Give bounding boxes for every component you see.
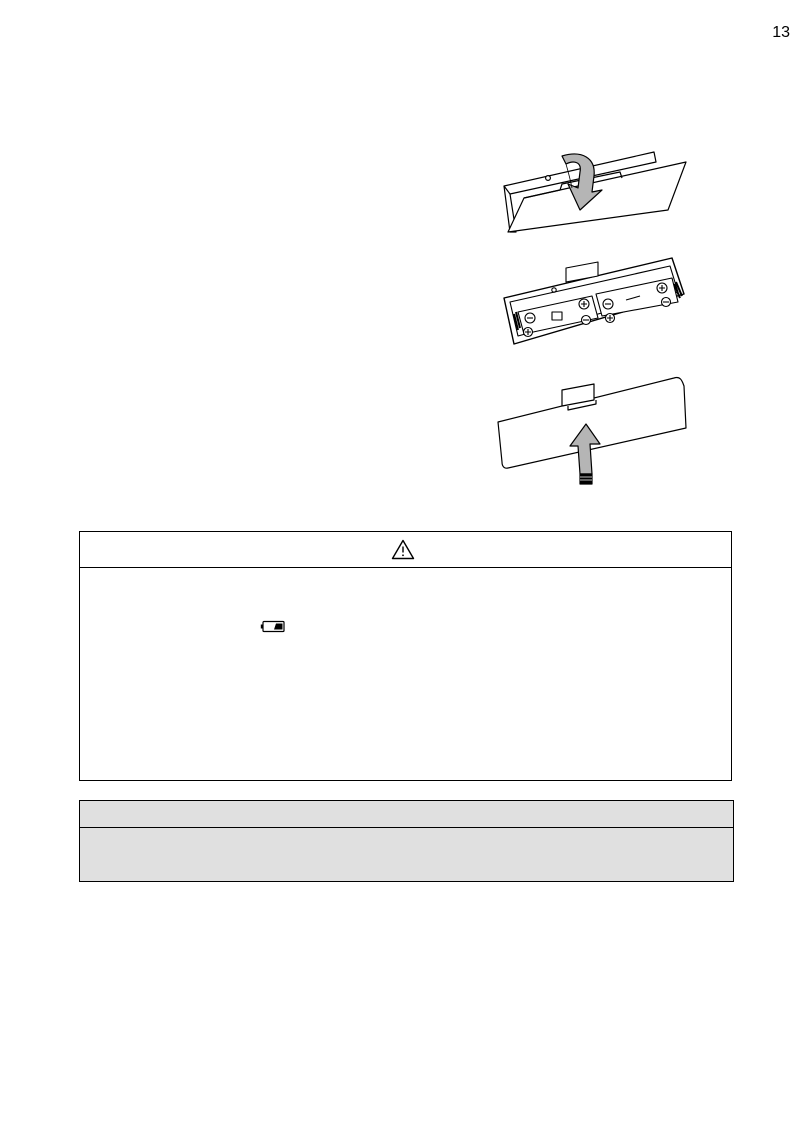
warning-triangle-icon xyxy=(391,539,415,560)
page-number: 13 xyxy=(772,24,790,41)
battery-compartment-illustration xyxy=(496,254,692,350)
open-battery-cover-illustration xyxy=(496,148,692,236)
warning-header xyxy=(80,532,731,568)
note-box xyxy=(79,800,734,882)
low-battery-icon xyxy=(260,620,286,633)
warning-box xyxy=(79,531,732,781)
close-battery-cover-illustration xyxy=(494,376,690,488)
note-header xyxy=(80,801,733,828)
